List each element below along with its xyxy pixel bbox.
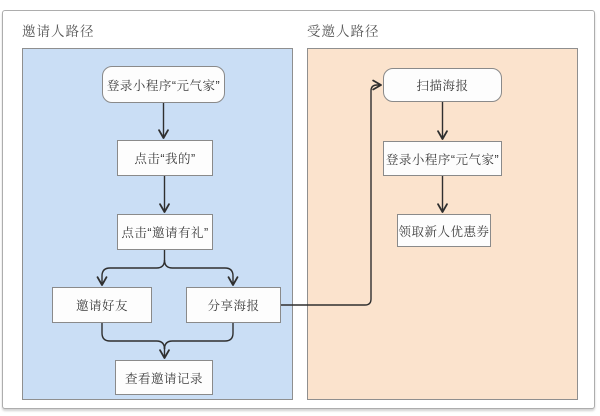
node-login-miniprogram-invitee: 登录小程序“元气家”	[383, 141, 502, 176]
node-click-invite-gift: 点击“邀请有礼”	[117, 214, 213, 250]
node-scan-poster: 扫描海报	[383, 68, 502, 102]
node-view-invite-records: 查看邀请记录	[115, 360, 213, 395]
node-claim-newcomer-coupon: 领取新人优惠券	[397, 214, 491, 247]
node-invite-friends: 邀请好友	[52, 287, 152, 323]
invitee-lane-title: 受邀人路径	[307, 24, 380, 39]
node-share-poster: 分享海报	[186, 287, 281, 323]
inviter-lane-title: 邀请人路径	[22, 24, 95, 39]
node-login-miniprogram-inviter: 登录小程序“元气家”	[102, 66, 225, 103]
node-click-my: 点击“我的”	[117, 140, 213, 176]
